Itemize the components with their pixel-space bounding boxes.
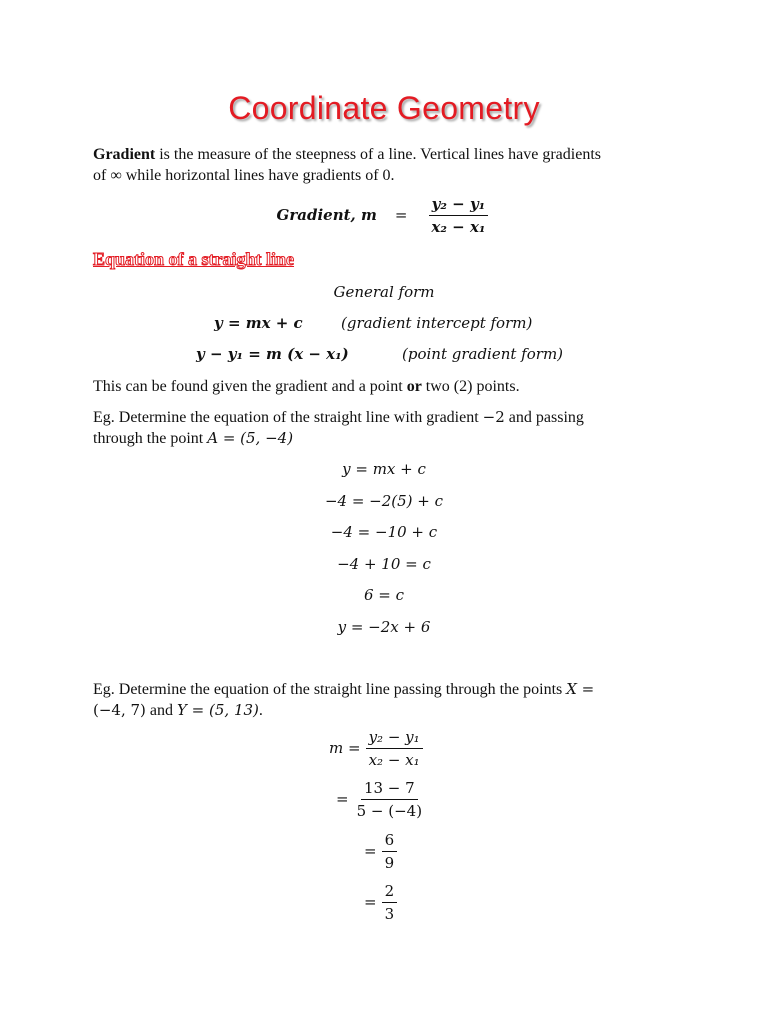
gradient-intercept-note xyxy=(341,313,532,334)
example1-prompt xyxy=(93,407,673,449)
example2-six-ninths-numerator: 6 xyxy=(382,829,398,852)
example1-step-6-text: y = −2x + 6 xyxy=(337,618,431,636)
example2-step-3 xyxy=(364,829,400,874)
example2-step-1 xyxy=(329,726,426,771)
example2-point-x: (−4, 7) xyxy=(93,701,146,719)
found-text-or: or xyxy=(406,378,422,395)
example2-period: . xyxy=(258,702,263,719)
example1-step-5 xyxy=(0,585,768,606)
example1-step-4 xyxy=(0,554,768,575)
example1-step-3 xyxy=(0,522,768,543)
gradient-term: Gradient xyxy=(93,146,156,163)
example1-step-1 xyxy=(0,459,768,480)
example2-prompt xyxy=(93,679,693,721)
example1-step-2-text: −4 = −2(5) + c xyxy=(324,492,444,510)
example1-step-2 xyxy=(0,491,768,512)
example1-line1-post: and passing xyxy=(504,409,584,426)
example2-six-ninths-denominator: 9 xyxy=(384,854,395,872)
example2-gradient-denominator: x₂ − x₁ xyxy=(368,751,420,769)
example2-two-thirds-denominator: 3 xyxy=(384,905,395,923)
gradient-intercept-note-text: (gradient intercept form) xyxy=(341,314,533,332)
example1-gradient-value: −2 xyxy=(482,408,505,426)
gradient-formula-equals: = xyxy=(394,206,408,224)
example2-substitution-fraction xyxy=(354,777,425,822)
example1-point: A = (5, −4) xyxy=(207,429,294,447)
example2-m-label: m = xyxy=(329,739,361,757)
gradient-formula-lhs: Gradient, m xyxy=(276,206,377,224)
example2-two-thirds-numerator: 2 xyxy=(382,880,398,903)
general-form-label xyxy=(0,282,768,303)
example2-gradient-numerator: y₂ − y₁ xyxy=(366,726,423,749)
example1-step-3-text: −4 = −10 + c xyxy=(330,523,438,541)
example2-six-ninths-fraction xyxy=(382,829,398,874)
example1-line2-pre: through the point xyxy=(93,430,208,447)
point-gradient-note xyxy=(402,344,563,365)
example1-step-5-text: 6 = c xyxy=(363,586,405,604)
gradient-formula-denominator: x₂ − x₁ xyxy=(431,218,486,236)
found-text-post: two (2) points. xyxy=(421,378,520,395)
point-gradient-formula: y − y₁ = m (x − x₁) xyxy=(196,345,349,363)
found-text xyxy=(93,376,673,397)
page-title: Coordinate Geometry xyxy=(228,90,540,126)
example2-line1-pre: Eg. Determine the equation of the straight line passing through the points xyxy=(93,681,567,698)
example2-step-4-equals: = xyxy=(364,893,377,911)
example1-step-1-text: y = mx + c xyxy=(342,460,426,478)
example2-step-2-equals: = xyxy=(336,790,349,808)
point-gradient-note-text: (point gradient form) xyxy=(402,345,564,363)
gradient-formula-numerator: y₂ − y₁ xyxy=(429,193,489,216)
gradient-formula-fraction xyxy=(428,193,488,238)
example2-and: and xyxy=(145,702,178,719)
example1-line1-pre: Eg. Determine the equation of the straight line with gradient xyxy=(93,409,483,426)
example2-step-3-equals: = xyxy=(364,842,377,860)
point-gradient-equation xyxy=(196,344,349,365)
example2-substitution-denominator: 5 − (−4) xyxy=(356,802,423,820)
example2-two-thirds-fraction xyxy=(382,880,398,925)
general-form-label-text: General form xyxy=(333,283,435,301)
example2-step-2 xyxy=(336,777,428,822)
example2-point-y: Y = (5, 13) xyxy=(177,701,259,719)
example1-step-6 xyxy=(0,617,768,638)
gradient-intercept-equation xyxy=(214,313,303,334)
example2-step-4 xyxy=(364,880,400,925)
gradient-definition xyxy=(93,144,673,186)
example1-step-4-text: −4 + 10 = c xyxy=(337,555,431,573)
example2-gradient-fraction xyxy=(366,726,423,771)
gradient-formula xyxy=(0,193,768,238)
gradient-definition-line1: is the measure of the steepness of a line. Vertical lines have gradients xyxy=(155,146,601,163)
gradient-intercept-formula: y = mx + c xyxy=(214,314,303,332)
example2-point-x-label: X = xyxy=(566,680,595,698)
example2-substitution-numerator: 13 − 7 xyxy=(361,777,418,800)
found-text-pre: This can be found given the gradient and a point xyxy=(93,378,407,395)
gradient-definition-line2: of ∞ while horizontal lines have gradients of 0. xyxy=(93,167,395,184)
section-heading: Equation of a straight line xyxy=(93,249,295,269)
